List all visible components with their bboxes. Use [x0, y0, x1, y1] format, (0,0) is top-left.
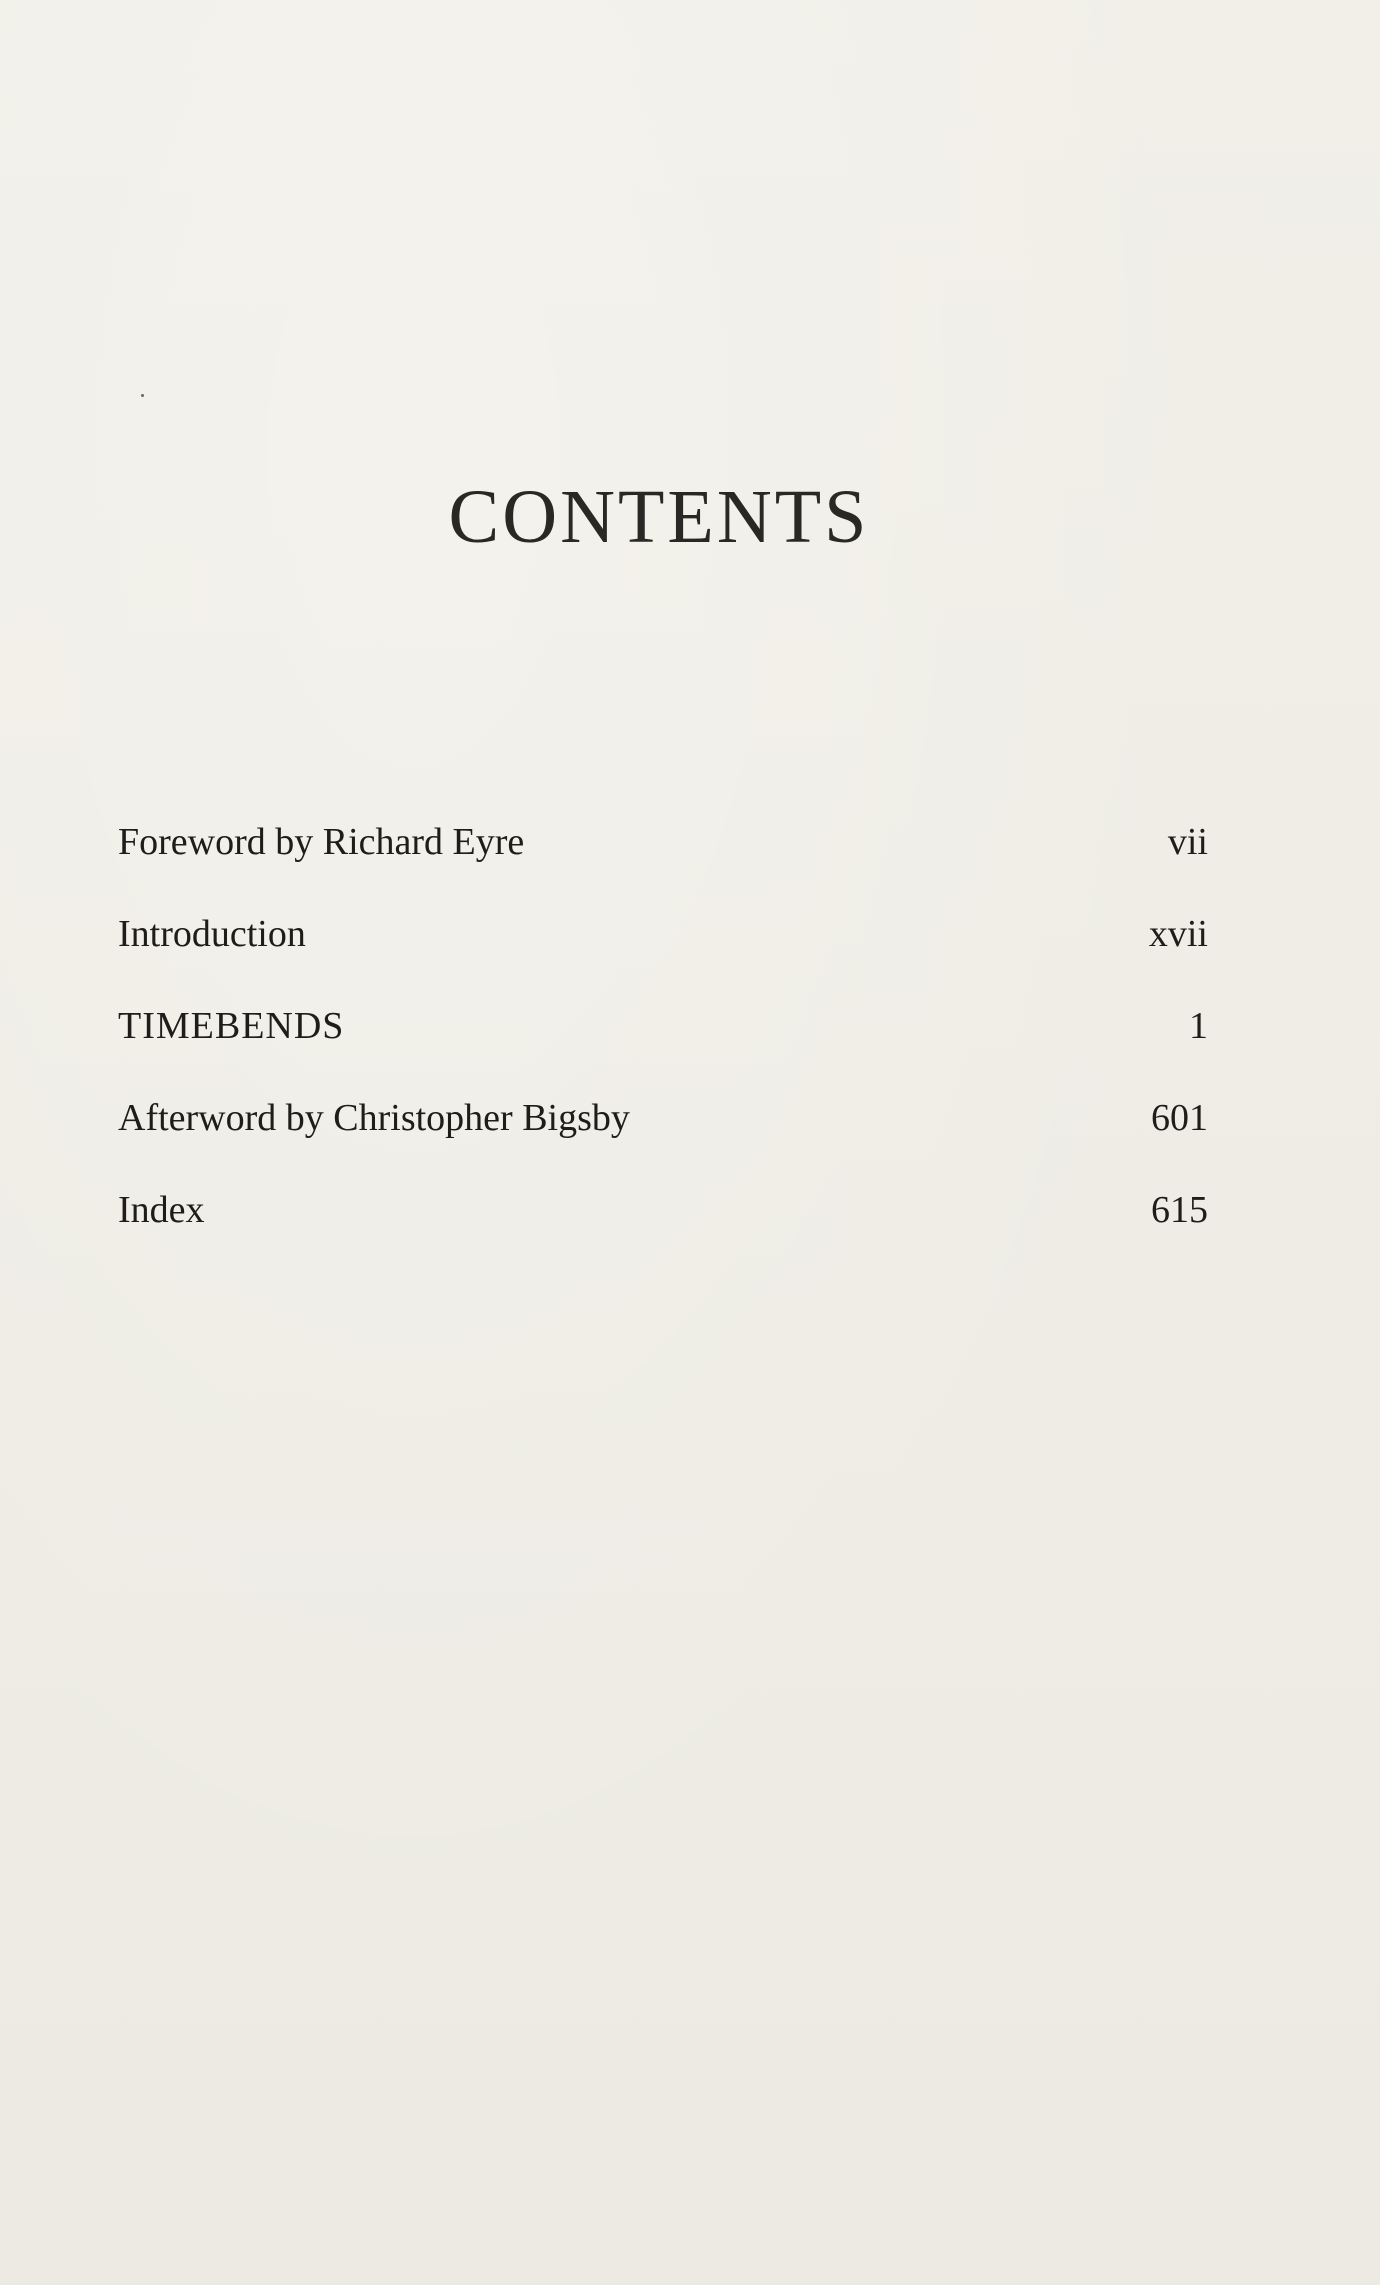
toc-entry-afterword	[118, 1096, 1208, 1188]
toc-entry-introduction	[118, 912, 1208, 1004]
toc-entry-page: xvii	[1148, 913, 1208, 955]
toc-entry-title: Index	[118, 1189, 205, 1231]
toc-entry-page: vii	[1167, 821, 1208, 863]
toc-entry-title: Introduction	[118, 913, 306, 955]
toc-entry-title: Afterword by Christopher Bigsby	[118, 1097, 630, 1139]
toc-entry-page: 601	[1151, 1097, 1208, 1139]
toc-entry-title: Foreword by Richard Eyre	[118, 821, 525, 863]
toc-entry-timebends	[118, 1004, 1208, 1096]
toc-entry-page: 615	[1151, 1189, 1208, 1231]
page-title: CONTENTS	[448, 475, 870, 559]
table-of-contents	[118, 820, 1208, 1280]
toc-entry-page: 1	[1189, 1005, 1208, 1047]
toc-entry-title: TIMEBENDS	[118, 1005, 345, 1047]
page-speck	[141, 394, 144, 397]
toc-entry-index	[118, 1188, 1208, 1280]
toc-entry-foreword	[118, 820, 1208, 912]
